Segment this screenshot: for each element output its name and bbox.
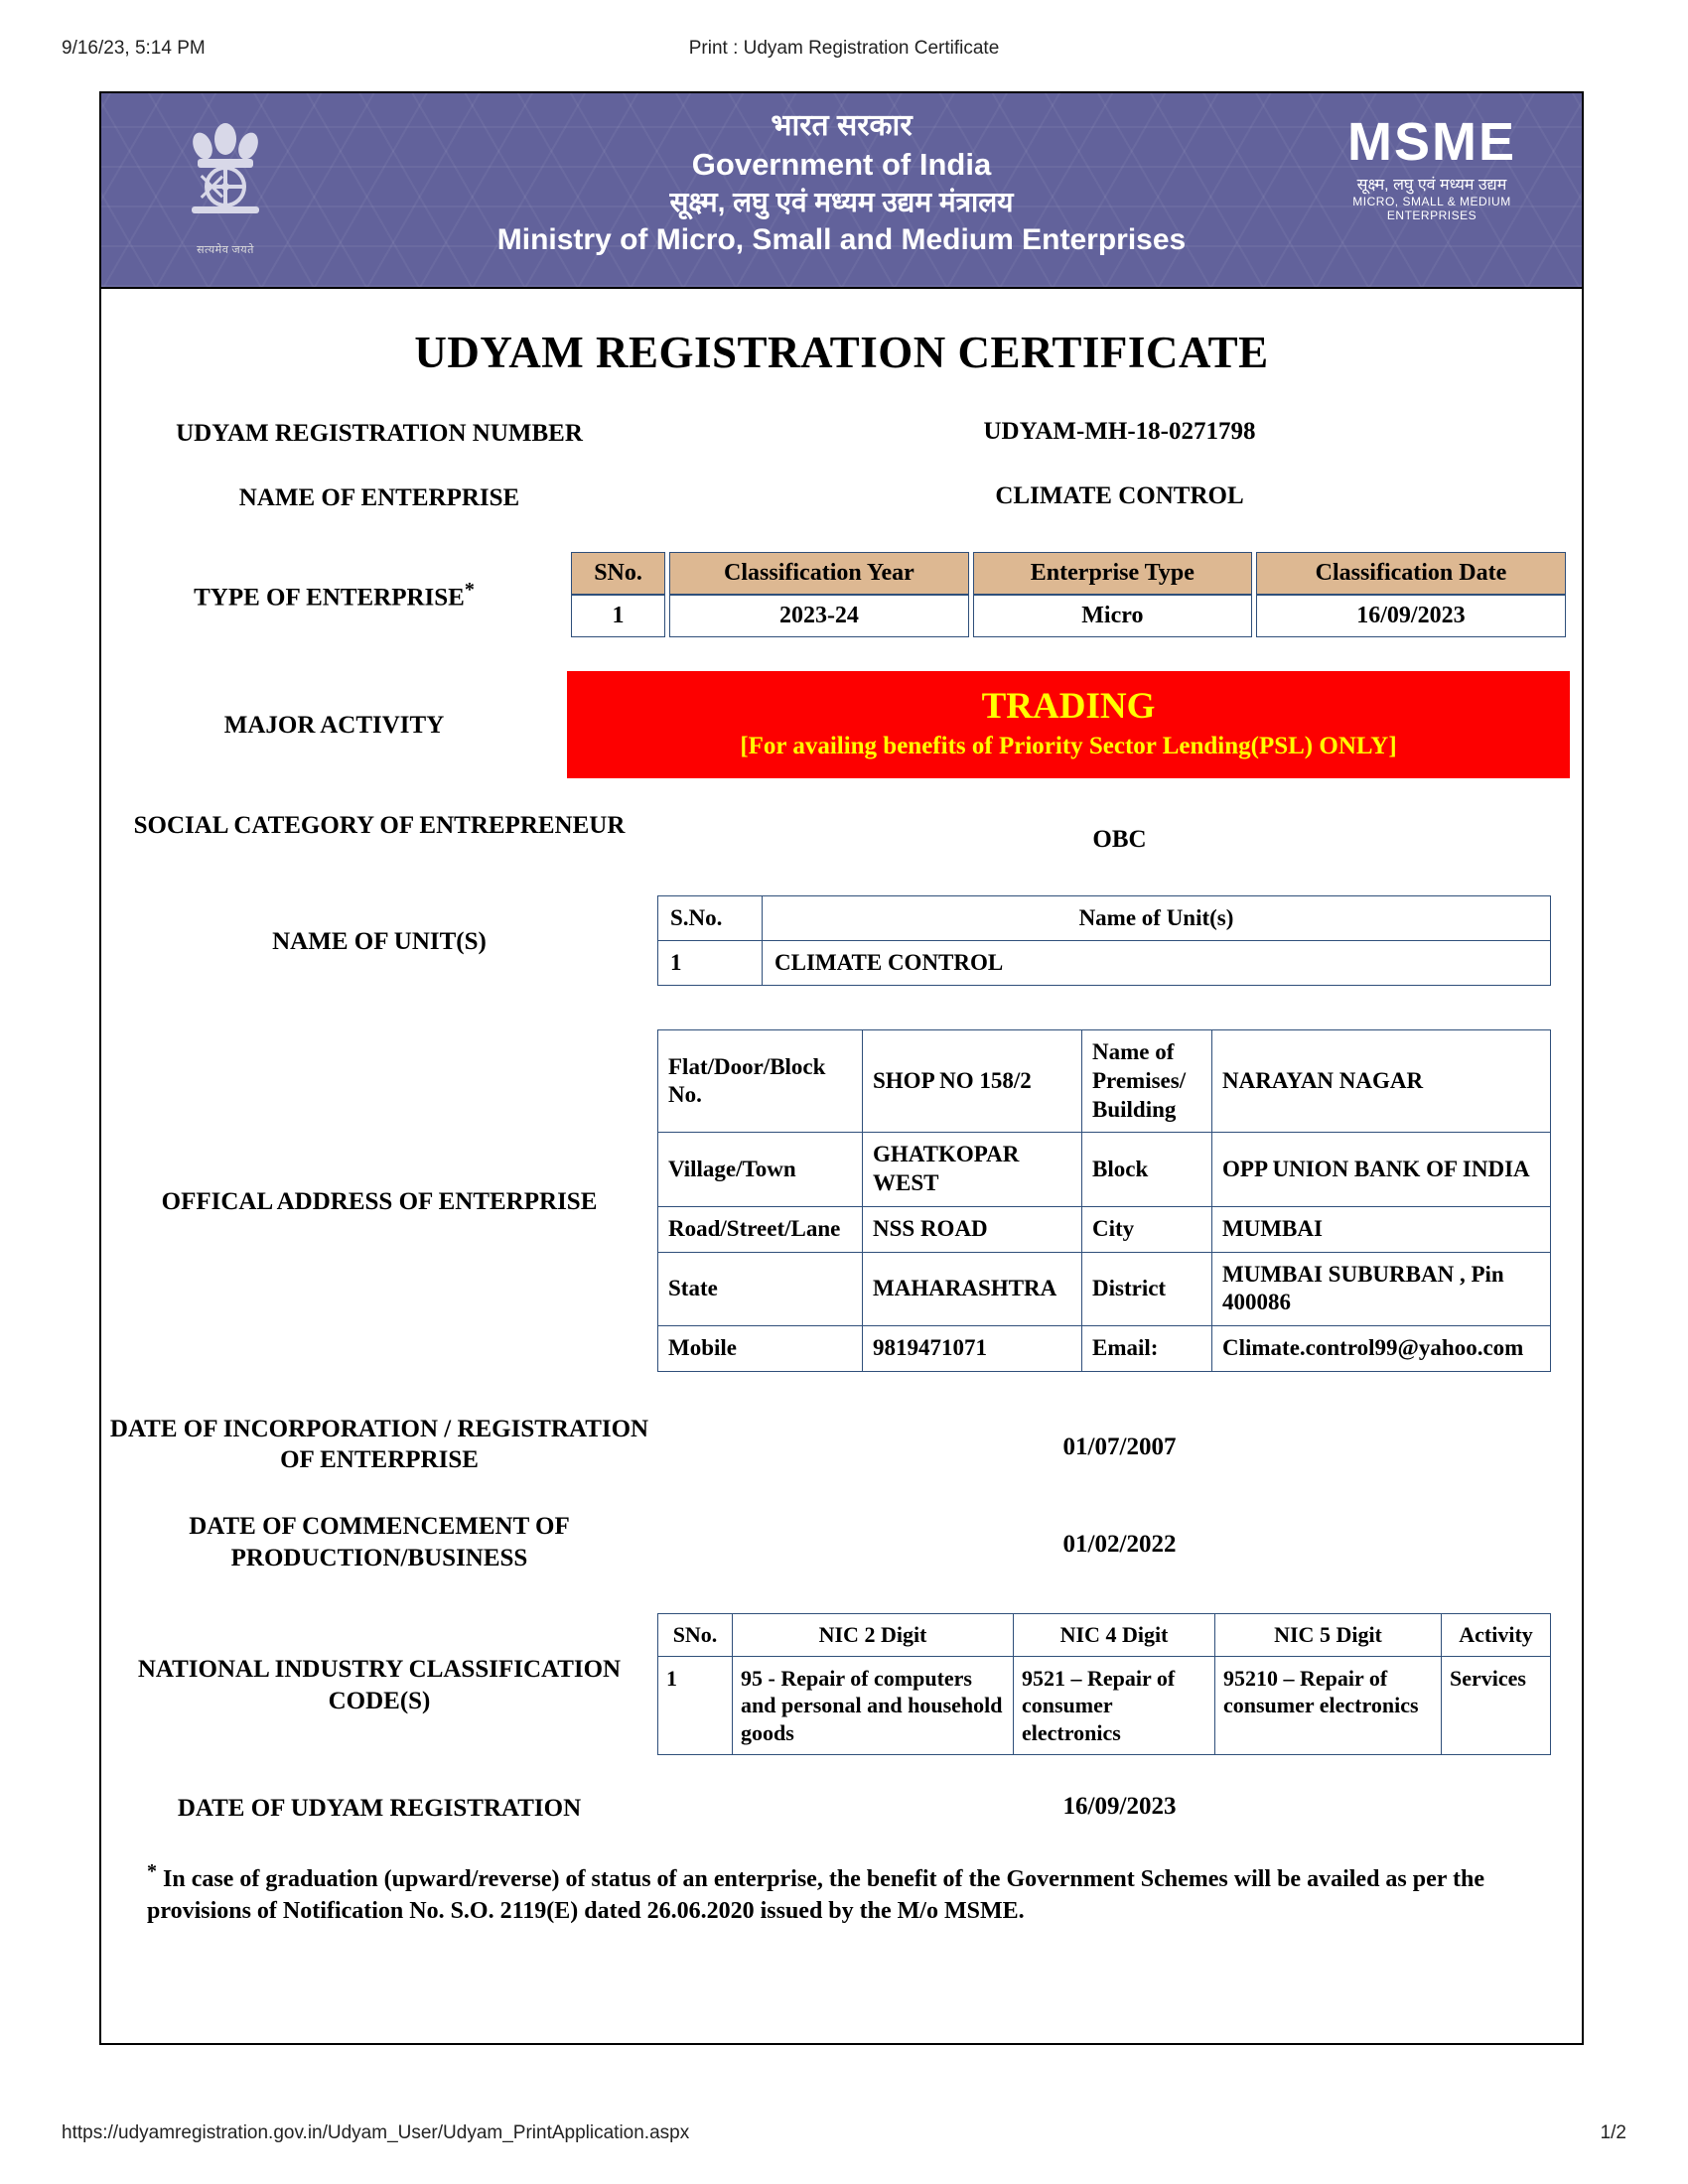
udyam-registration-date-value: 16/09/2023 (1062, 1793, 1177, 1821)
block-value: OPP UNION BANK OF INDIA (1212, 1133, 1551, 1207)
social-category-label: SOCIAL CATEGORY OF ENTREPRENEUR (133, 812, 626, 840)
district-label: District (1082, 1252, 1212, 1326)
email-label: Email: (1082, 1326, 1212, 1372)
address-table (657, 1029, 1551, 1372)
major-activity-value-wrap (567, 671, 1582, 779)
table-row (658, 1206, 1551, 1252)
type-of-enterprise-label-text: TYPE OF ENTERPRISE (194, 584, 465, 612)
cell-nic-4digit: 9521 – Repair of consumer electronics (1014, 1656, 1215, 1755)
classification-table (567, 552, 1570, 637)
print-footer (0, 2122, 1688, 2146)
road-label: Road/Street/Lane (658, 1206, 863, 1252)
row-official-address (101, 1029, 1582, 1372)
premises-label: Name of Premises/ Building (1082, 1030, 1212, 1133)
district-value: MUMBAI SUBURBAN , Pin 400086 (1212, 1252, 1551, 1326)
type-of-enterprise-asterisk: * (464, 578, 475, 601)
type-of-enterprise-table-wrap (567, 552, 1582, 637)
flat-value: SHOP NO 158/2 (863, 1030, 1082, 1133)
banner-hindi-government: भारत सरकार (771, 109, 913, 142)
col-nic-sno: SNo. (658, 1613, 733, 1656)
msme-english-text: MICRO, SMALL & MEDIUM ENTERPRISES (1352, 195, 1511, 222)
cell-unit-sno: 1 (658, 941, 763, 986)
msme-logo (1318, 112, 1546, 222)
premises-value: NARAYAN NAGAR (1212, 1030, 1551, 1133)
cell-nic-sno: 1 (658, 1656, 733, 1755)
certificate-page (99, 91, 1584, 2045)
udyam-registration-date-label: DATE OF UDYAM REGISTRATION (177, 1795, 582, 1823)
row-registration-number (101, 416, 1582, 449)
footnote-asterisk: * (147, 1859, 157, 1882)
state-value: MAHARASHTRA (863, 1252, 1082, 1326)
row-major-activity (101, 671, 1582, 779)
nic-codes-label: NATIONAL INDUSTRY CLASSIFICATION CODE(S) (137, 1656, 622, 1714)
row-type-of-enterprise (101, 552, 1582, 637)
print-title: Print : Udyam Registration Certificate (688, 38, 1000, 59)
official-address-label: OFFICAL ADDRESS OF ENTERPRISE (161, 1187, 598, 1215)
units-table-wrap (657, 895, 1582, 986)
village-value: GHATKOPAR WEST (863, 1133, 1082, 1207)
col-unit-name: Name of Unit(s) (763, 896, 1551, 941)
print-header (0, 38, 1688, 62)
city-label: City (1082, 1206, 1212, 1252)
page-title: UDYAM REGISTRATION CERTIFICATE (414, 328, 1269, 377)
table-row (571, 595, 1566, 637)
table-row (658, 941, 1551, 986)
emblem-motto: सत्यमेव जयते (197, 244, 254, 256)
table-header-row (658, 1613, 1551, 1656)
row-incorporation-date (101, 1412, 1582, 1476)
row-nic-codes (101, 1613, 1582, 1756)
incorporation-date-label: DATE OF INCORPORATION / REGISTRATION OF ENTERPRISE (109, 1415, 649, 1474)
col-enterprise-type: Enterprise Type (973, 552, 1252, 595)
table-row (658, 1326, 1551, 1372)
table-header-row (658, 896, 1551, 941)
commencement-date-value: 01/02/2022 (1062, 1531, 1177, 1559)
table-row (658, 1030, 1551, 1133)
col-nic-2digit: NIC 2 Digit (733, 1613, 1014, 1656)
col-nic-4digit: NIC 4 Digit (1014, 1613, 1215, 1656)
address-table-wrap (657, 1029, 1582, 1372)
enterprise-name-value: CLIMATE CONTROL (995, 482, 1244, 510)
banner-hindi-ministry: सूक्ष्म, लघु एवं मध्यम उद्यम मंत्रालय (669, 186, 1014, 217)
footnote (147, 1858, 1536, 1928)
msme-hindi-text: सूक्ष्म, लघु एवं मध्यम उद्यम (1356, 177, 1507, 194)
col-nic-5digit: NIC 5 Digit (1215, 1613, 1442, 1656)
mobile-label: Mobile (658, 1326, 863, 1372)
type-of-enterprise-label (101, 576, 567, 614)
state-label: State (658, 1252, 863, 1326)
cell-sno: 1 (571, 595, 665, 637)
flat-label: Flat/Door/Block No. (658, 1030, 863, 1133)
block-label: Block (1082, 1133, 1212, 1207)
table-row (658, 1656, 1551, 1755)
row-name-of-units (101, 895, 1582, 986)
table-row (658, 1252, 1551, 1326)
cell-nic-2digit: 95 - Repair of computers and personal and household goods (733, 1656, 1014, 1755)
col-sno: SNo. (571, 552, 665, 595)
cell-classification-year: 2023-24 (669, 595, 969, 637)
registration-number-label: UDYAM REGISTRATION NUMBER (176, 420, 583, 447)
social-category-value: OBC (1092, 826, 1147, 854)
city-value: MUMBAI (1212, 1206, 1551, 1252)
name-of-units-label: NAME OF UNIT(S) (272, 928, 487, 956)
col-nic-activity: Activity (1442, 1613, 1551, 1656)
print-date-time: 9/16/23, 5:14 PM (62, 38, 206, 59)
cell-enterprise-type: Micro (973, 595, 1252, 637)
banner-government-of-india: Government of India (691, 146, 992, 182)
units-table (657, 895, 1551, 986)
row-udyam-registration-date (101, 1791, 1582, 1824)
row-social-category (101, 808, 1582, 854)
major-activity-note: [For availing benefits of Priority Sector Lending(PSL) ONLY] (740, 733, 1397, 760)
col-unit-sno: S.No. (658, 896, 763, 941)
commencement-date-label: DATE OF COMMENCEMENT OF PRODUCTION/BUSINESS (189, 1513, 570, 1571)
footnote-text: In case of graduation (upward/reverse) of status of an enterprise, the benefit of the Government Schemes will be availed as per the provisions of Notification No. S.O. 2119(E) dated 26.06.2020 issued by the M/o MSME. (147, 1865, 1484, 1925)
table-header-row (571, 552, 1566, 595)
major-activity-banner (567, 671, 1570, 779)
village-label: Village/Town (658, 1133, 863, 1207)
print-page-number: 1/2 (1600, 2122, 1626, 2143)
col-classification-date: Classification Date (1256, 552, 1566, 595)
email-value: Climate.control99@yahoo.com (1212, 1326, 1551, 1372)
cell-unit-name: CLIMATE CONTROL (763, 941, 1551, 986)
row-enterprise-name (101, 480, 1582, 513)
nic-table-wrap (657, 1613, 1582, 1756)
banner-ministry-name: Ministry of Micro, Small and Medium Enterprises (496, 223, 1187, 257)
msme-wordmark: MSME (1347, 112, 1516, 172)
cell-nic-activity: Services (1442, 1656, 1551, 1755)
government-banner (101, 93, 1582, 289)
cell-nic-5digit: 95210 – Repair of consumer electronics (1215, 1656, 1442, 1755)
enterprise-name-label: NAME OF ENTERPRISE (238, 484, 520, 512)
col-classification-year: Classification Year (669, 552, 969, 595)
row-commencement-date (101, 1509, 1582, 1573)
mobile-value: 9819471071 (863, 1326, 1082, 1372)
registration-number-value: UDYAM-MH-18-0271798 (983, 418, 1256, 445)
cell-classification-date: 16/09/2023 (1256, 595, 1566, 637)
nic-table (657, 1613, 1551, 1756)
major-activity-value: TRADING (981, 685, 1156, 727)
major-activity-label: MAJOR ACTIVITY (223, 712, 445, 740)
incorporation-date-value: 01/07/2007 (1062, 1433, 1177, 1460)
print-url: https://udyamregistration.gov.in/Udyam_User/Udyam_PrintApplication.aspx (62, 2122, 690, 2143)
road-value: NSS ROAD (863, 1206, 1082, 1252)
table-row (658, 1133, 1551, 1207)
